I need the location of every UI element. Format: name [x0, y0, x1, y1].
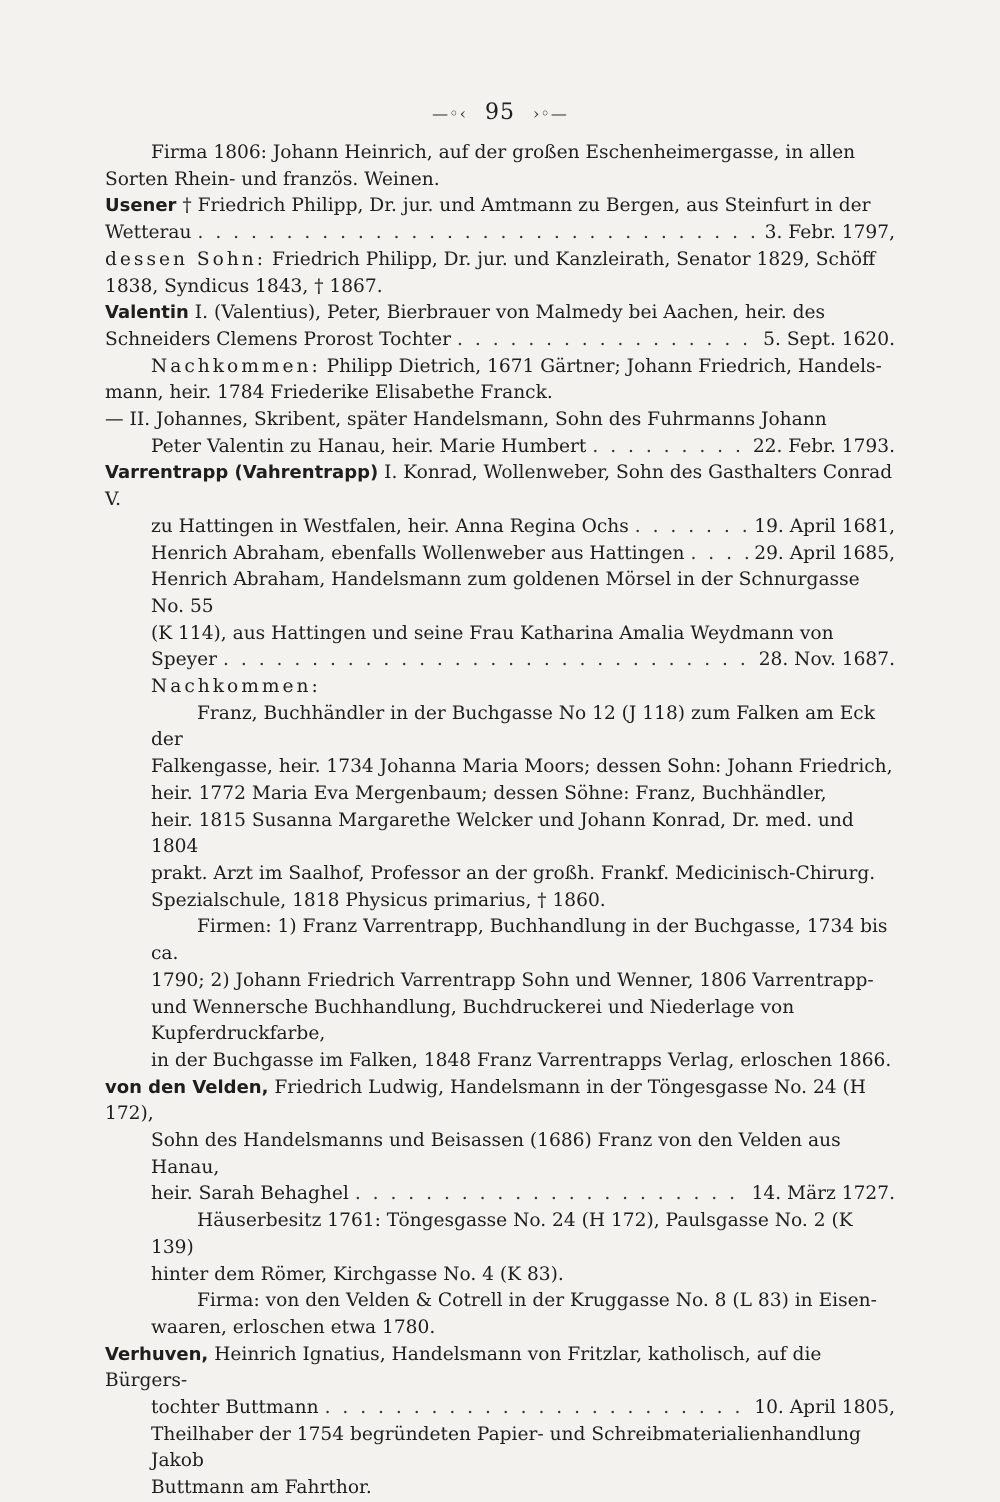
- dotted-line: [105, 220, 895, 247]
- line-2: Sorten Rhein- und französ. Weinen.: [105, 168, 440, 190]
- dotted-line-date: 10. April 1805,: [754, 1397, 895, 1419]
- line-40: Buttmann am Fahrthor.: [151, 1477, 372, 1499]
- line-10: mann, heir. 1784 Friederike Elisabethe Franck.: [105, 382, 553, 404]
- entry-text: I. Konrad, Wollenweber, Sohn des Gasthalters Conrad V.: [105, 462, 893, 511]
- page-number: 95: [485, 100, 515, 125]
- line-20: Franz, Buchhändler in der Buchgasse No 12 (J 118) zum Falken am Eck der: [151, 702, 875, 751]
- label-spaced: dessen Sohn:: [105, 248, 267, 270]
- line-36: waaren, erloschen etwa 1780.: [151, 1316, 436, 1338]
- line-25: Spezialschule, 1818 Physicus primarius, † 1860.: [151, 889, 606, 911]
- dotted-line-text: tochter Buttmann: [151, 1397, 319, 1419]
- entry-velden-line: [105, 1075, 895, 1128]
- entry-varrentrapp-line: [105, 460, 895, 513]
- dotted-line-text: Schneiders Clemens Prorost Tochter: [105, 328, 452, 350]
- dotted-line: [105, 327, 895, 354]
- ornament-right: ›◦—: [533, 103, 568, 123]
- line-17: (K 114), aus Hattingen und seine Frau Katharina Amalia Weydmann von: [151, 622, 834, 644]
- label-spaced: Nachkommen:: [151, 355, 321, 377]
- dotted-line: [105, 647, 895, 674]
- line-6: 1838, Syndicus 1843, † 1867.: [105, 275, 383, 297]
- dotted-line: [105, 434, 895, 461]
- line-9: [105, 354, 895, 381]
- line-27: 1790; 2) Johann Friedrich Varrentrapp Sohn und Wenner, 1806 Varrentrapp-: [151, 969, 874, 991]
- entry-name-velden: von den Velden,: [105, 1076, 269, 1098]
- entry-name-varrentrapp: Varrentrapp (Vahrentrapp): [105, 462, 379, 484]
- line-text: Friedrich Philipp, Dr. jur. und Kanzleirath, Senator 1829, Schöff: [271, 248, 876, 270]
- page-header: [0, 100, 1000, 125]
- line-text: Philipp Dietrich, 1671 Gärtner; Johann Friedrich, Handels-: [326, 355, 882, 377]
- dotted-line-text: Peter Valentin zu Hanau, heir. Marie Humbert: [151, 435, 587, 457]
- leader-dots: [325, 1395, 749, 1422]
- line-11: — II. Johannes, Skribent, später Handelsmann, Sohn des Fuhrmanns Johann: [105, 409, 827, 431]
- dotted-line-date: 22. Febr. 1793.: [752, 435, 895, 457]
- leader-dots: [690, 541, 748, 568]
- line-29: in der Buchgasse im Falken, 1848 Franz Varrentrapps Verlag, erloschen 1866.: [151, 1049, 892, 1071]
- leader-dots: [355, 1181, 746, 1208]
- line-39: Theilhaber der 1754 begründeten Papier- und Schreibmaterialienhandlung Jakob: [151, 1423, 861, 1472]
- leader-dots: [198, 220, 759, 247]
- dotted-line: [105, 541, 895, 568]
- dotted-line-date: 14. März 1727.: [751, 1183, 895, 1205]
- entry-text: Heinrich Ignatius, Handelsmann von Fritzlar, katholisch, auf die Bürgers-: [105, 1343, 822, 1392]
- dotted-line-text: heir. Sarah Behaghel: [151, 1183, 349, 1205]
- leader-dots: [457, 327, 757, 354]
- line-34: hinter dem Römer, Kirchgasse No. 4 (K 83).: [151, 1263, 564, 1285]
- leader-dots: [592, 434, 746, 461]
- dotted-line-text: Speyer: [151, 649, 218, 671]
- leader-dots: [635, 514, 749, 541]
- line-31: Sohn des Handelsmanns und Beisassen (1686) Franz von den Velden aus Hanau,: [151, 1130, 841, 1178]
- line-21: Falkengasse, heir. 1734 Johanna Maria Moors; dessen Sohn: Johann Friedrich,: [151, 756, 893, 778]
- dotted-line-date: 3. Febr. 1797,: [764, 222, 895, 244]
- entry-text: Friedrich Ludwig, Handelsmann in der Töngesgasse No. 24 (H 172),: [105, 1076, 867, 1125]
- entry-name-verhuven: Verhuven,: [105, 1343, 209, 1365]
- dotted-line-date: 29. April 1685,: [754, 542, 895, 564]
- ornament-left: —◦‹: [432, 103, 467, 123]
- line-19: Nachkommen:: [151, 676, 321, 698]
- line-16: Henrich Abraham, Handelsmann zum goldenen Mörsel in der Schnurgasse No. 55: [151, 569, 860, 617]
- dotted-line-text: Henrich Abraham, ebenfalls Wollenweber aus Hattingen: [151, 542, 685, 564]
- entry-verhuven-line: [105, 1342, 895, 1395]
- entry-name-valentin: Valentin: [105, 302, 189, 324]
- line-33: Häuserbesitz 1761: Töngesgasse No. 24 (H 172), Paulsgasse No. 2 (K 139): [151, 1210, 853, 1258]
- leader-dots: [223, 647, 753, 674]
- dotted-line-text: Wetterau: [105, 222, 192, 244]
- dotted-line: [105, 1181, 895, 1208]
- line-5: [105, 247, 895, 274]
- line-24: prakt. Arzt im Saalhof, Professor an der großh. Frankf. Medicinisch-Chirurg.: [151, 862, 876, 884]
- line-23: heir. 1815 Susanna Margarethe Welcker und Johann Konrad, Dr. med. und 1804: [151, 809, 854, 858]
- body-text: [105, 140, 895, 1502]
- entry-text: † Friedrich Philipp, Dr. jur. und Amtmann zu Bergen, aus Steinfurt in der: [182, 195, 871, 217]
- entry-name-usener: Usener: [105, 195, 177, 217]
- dotted-line-date: 28. Nov. 1687.: [758, 649, 895, 671]
- dotted-line: [105, 514, 895, 541]
- entry-valentin-line: [105, 300, 895, 327]
- line-1: Firma 1806: Johann Heinrich, auf der großen Eschenheimergasse, in allen: [151, 142, 856, 163]
- dotted-line-text: zu Hattingen in Westfalen, heir. Anna Regina Ochs: [151, 515, 629, 537]
- line-28: und Wennersche Buchhandlung, Buchdruckerei und Niederlage von Kupferdruckfarbe,: [151, 996, 795, 1045]
- entry-usener-line: [105, 193, 895, 220]
- line-35: Firma: von den Velden & Cotrell in der Kruggasse No. 8 (L 83) in Eisen-: [197, 1290, 877, 1312]
- dotted-line-date: 19. April 1681,: [754, 515, 895, 537]
- dotted-line-date: 5. Sept. 1620.: [763, 328, 895, 350]
- line-22: heir. 1772 Maria Eva Mergenbaum; dessen Söhne: Franz, Buchhändler,: [151, 782, 827, 804]
- entry-text: I. (Valentius), Peter, Bierbrauer von Malmedy bei Aachen, heir. des: [194, 302, 826, 324]
- dotted-line: [105, 1395, 895, 1422]
- line-26: Firmen: 1) Franz Varrentrapp, Buchhandlung in der Buchgasse, 1734 bis ca.: [151, 916, 888, 965]
